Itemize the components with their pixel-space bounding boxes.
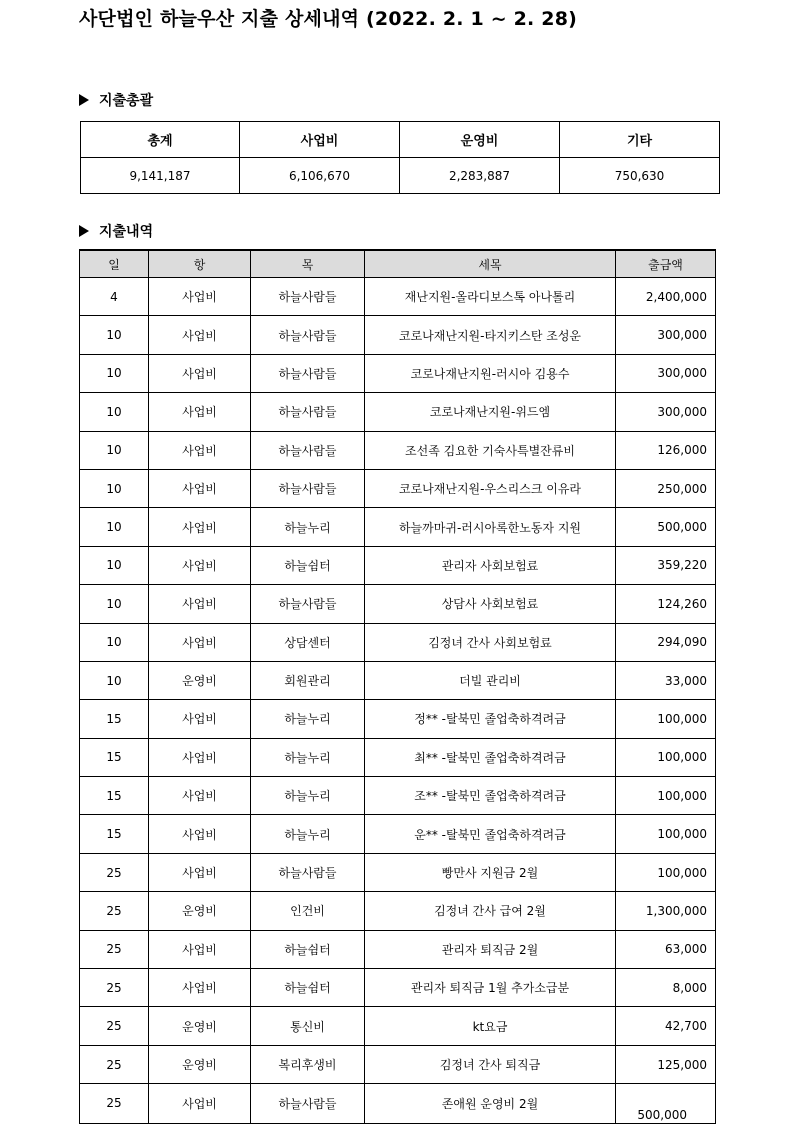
header-category: 항 xyxy=(149,250,251,278)
summary-header-other: 기타 xyxy=(560,122,720,158)
cell-category: 사업비 xyxy=(149,853,251,891)
cell-item: 상담센터 xyxy=(251,623,365,661)
table-row xyxy=(80,508,716,546)
cell-day: 10 xyxy=(80,316,149,354)
cell-category: 사업비 xyxy=(149,316,251,354)
cell-amount: 300,000 xyxy=(616,393,716,431)
cell-category: 사업비 xyxy=(149,393,251,431)
cell-item: 하늘사람들 xyxy=(251,853,365,891)
cell-day: 4 xyxy=(80,278,149,316)
cell-category: 사업비 xyxy=(149,469,251,507)
cell-day: 15 xyxy=(80,777,149,815)
table-row xyxy=(80,393,716,431)
table-row xyxy=(80,969,716,1007)
cell-day: 10 xyxy=(80,661,149,699)
cell-day: 10 xyxy=(80,546,149,584)
cell-subitem: 조선족 김요한 기숙사특별잔류비 xyxy=(365,431,616,469)
cell-amount: 500,000 xyxy=(616,508,716,546)
cell-item: 하늘쉼터 xyxy=(251,930,365,968)
cell-item: 하늘사람들 xyxy=(251,278,365,316)
cell-category: 사업비 xyxy=(149,1084,251,1123)
header-subitem: 세목 xyxy=(365,250,616,278)
detail-heading xyxy=(79,221,153,241)
table-row xyxy=(80,777,716,815)
cell-item: 하늘사람들 xyxy=(251,1084,365,1123)
cell-category: 사업비 xyxy=(149,508,251,546)
cell-item: 통신비 xyxy=(251,1007,365,1045)
cell-subitem: 김정녀 간사 사회보험료 xyxy=(365,623,616,661)
cell-day: 25 xyxy=(80,930,149,968)
summary-heading-label: 지출총괄 xyxy=(99,93,154,109)
cell-amount: 126,000 xyxy=(616,431,716,469)
cell-amount: 33,000 xyxy=(616,661,716,699)
summary-value-total: 9,141,187 xyxy=(81,158,240,194)
summary-header-total: 총계 xyxy=(81,122,240,158)
cell-amount: 100,000 xyxy=(616,700,716,738)
table-row xyxy=(80,1045,716,1083)
cell-day: 10 xyxy=(80,393,149,431)
cell-subitem: 코로나재난지원-타지키스탄 조성운 xyxy=(365,316,616,354)
cell-amount: 124,260 xyxy=(616,585,716,623)
cell-day: 25 xyxy=(80,892,149,930)
table-row xyxy=(80,585,716,623)
summary-value-other: 750,630 xyxy=(560,158,720,194)
cell-day: 10 xyxy=(80,623,149,661)
cell-item: 하늘쉼터 xyxy=(251,969,365,1007)
cell-category: 사업비 xyxy=(149,815,251,853)
table-row xyxy=(80,431,716,469)
cell-category: 사업비 xyxy=(149,738,251,776)
cell-item: 하늘사람들 xyxy=(251,316,365,354)
summary-header-operating: 운영비 xyxy=(400,122,560,158)
cell-amount: 359,220 xyxy=(616,546,716,584)
cell-subitem: 코로나재난지원-러시아 김용수 xyxy=(365,354,616,392)
table-row xyxy=(80,1084,716,1123)
cell-category: 운영비 xyxy=(149,1045,251,1083)
cell-amount: 125,000 xyxy=(616,1045,716,1083)
header-day: 일 xyxy=(80,250,149,278)
cell-subitem: 존애원 운영비 2월 xyxy=(365,1084,616,1123)
cell-subitem: 운** -탈북민 졸업축하격려금 xyxy=(365,815,616,853)
summary-value-business: 6,106,670 xyxy=(240,158,400,194)
cell-day: 10 xyxy=(80,431,149,469)
cell-day: 15 xyxy=(80,700,149,738)
cell-subitem: 코로나재난지원-우스리스크 이유라 xyxy=(365,469,616,507)
cell-day: 10 xyxy=(80,585,149,623)
cell-amount: 250,000 xyxy=(616,469,716,507)
cell-subitem: 코로나재난지원-위드엠 xyxy=(365,393,616,431)
cell-day: 15 xyxy=(80,738,149,776)
cell-amount: 100,000 xyxy=(616,853,716,891)
cell-category: 사업비 xyxy=(149,623,251,661)
page-title: 사단법인 하늘우산 지출 상세내역 (2022. 2. 1 ~ 2. 28) xyxy=(79,8,578,30)
cell-item: 하늘누리 xyxy=(251,508,365,546)
detail-heading-label: 지출내역 xyxy=(99,224,154,240)
cell-item: 하늘누리 xyxy=(251,738,365,776)
cell-amount: 8,000 xyxy=(616,969,716,1007)
cell-amount: 100,000 xyxy=(616,815,716,853)
summary-header-row xyxy=(81,122,720,158)
cell-subitem: 관리자 퇴직금 1월 추가소급분 xyxy=(365,969,616,1007)
table-row xyxy=(80,892,716,930)
cell-category: 사업비 xyxy=(149,546,251,584)
summary-heading xyxy=(79,90,153,110)
cell-amount: 300,000 xyxy=(616,316,716,354)
table-row xyxy=(80,623,716,661)
cell-item: 하늘쉼터 xyxy=(251,546,365,584)
cell-amount: 1,300,000 xyxy=(616,892,716,930)
cell-category: 사업비 xyxy=(149,700,251,738)
cell-category: 운영비 xyxy=(149,1007,251,1045)
summary-value-operating: 2,283,887 xyxy=(400,158,560,194)
table-row xyxy=(80,700,716,738)
cell-category: 사업비 xyxy=(149,969,251,1007)
header-item: 목 xyxy=(251,250,365,278)
cell-subitem: 정** -탈북민 졸업축하격려금 xyxy=(365,700,616,738)
triangle-bullet-icon xyxy=(79,94,89,106)
table-row xyxy=(80,815,716,853)
detail-body xyxy=(80,278,716,1124)
cell-item: 복리후생비 xyxy=(251,1045,365,1083)
cell-subitem: 관리자 사회보험료 xyxy=(365,546,616,584)
table-row xyxy=(80,278,716,316)
cell-category: 사업비 xyxy=(149,354,251,392)
cell-category: 운영비 xyxy=(149,661,251,699)
cell-day: 25 xyxy=(80,853,149,891)
header-amount: 출금액 xyxy=(616,250,716,278)
table-row xyxy=(80,469,716,507)
cell-day: 15 xyxy=(80,815,149,853)
table-row xyxy=(80,546,716,584)
cell-category: 사업비 xyxy=(149,585,251,623)
cell-category: 사업비 xyxy=(149,930,251,968)
cell-amount: 500,000 xyxy=(616,1084,716,1123)
cell-subitem: 재난지원-올라디보스톡 아나톨리 xyxy=(365,278,616,316)
table-row xyxy=(80,930,716,968)
cell-day: 10 xyxy=(80,508,149,546)
cell-amount: 294,090 xyxy=(616,623,716,661)
cell-item: 하늘사람들 xyxy=(251,431,365,469)
summary-value-row xyxy=(81,158,720,194)
cell-item: 하늘누리 xyxy=(251,815,365,853)
detail-table xyxy=(79,249,716,1124)
cell-day: 10 xyxy=(80,354,149,392)
triangle-bullet-icon xyxy=(79,225,89,237)
cell-amount: 300,000 xyxy=(616,354,716,392)
table-row xyxy=(80,853,716,891)
cell-subitem: 김정녀 간사 퇴직금 xyxy=(365,1045,616,1083)
cell-item: 하늘누리 xyxy=(251,700,365,738)
cell-subitem: 빵만사 지원금 2월 xyxy=(365,853,616,891)
cell-amount: 2,400,000 xyxy=(616,278,716,316)
cell-item: 하늘사람들 xyxy=(251,469,365,507)
table-row xyxy=(80,1007,716,1045)
cell-category: 사업비 xyxy=(149,777,251,815)
cell-amount: 100,000 xyxy=(616,738,716,776)
cell-day: 25 xyxy=(80,1007,149,1045)
cell-item: 하늘사람들 xyxy=(251,393,365,431)
cell-item: 인건비 xyxy=(251,892,365,930)
table-row xyxy=(80,661,716,699)
cell-amount: 42,700 xyxy=(616,1007,716,1045)
cell-category: 사업비 xyxy=(149,431,251,469)
cell-amount: 100,000 xyxy=(616,777,716,815)
cell-subitem: 상담사 사회보험료 xyxy=(365,585,616,623)
cell-category: 사업비 xyxy=(149,278,251,316)
cell-subitem: 더빌 관리비 xyxy=(365,661,616,699)
cell-subitem: 최** -탈북민 졸업축하격려금 xyxy=(365,738,616,776)
cell-item: 하늘사람들 xyxy=(251,354,365,392)
cell-subitem: 하늘까마귀-러시아록한노동자 지원 xyxy=(365,508,616,546)
cell-day: 25 xyxy=(80,969,149,1007)
cell-subitem: 김정녀 간사 급여 2월 xyxy=(365,892,616,930)
summary-table xyxy=(80,121,720,194)
detail-header-row xyxy=(80,250,716,278)
table-row xyxy=(80,738,716,776)
summary-header-business: 사업비 xyxy=(240,122,400,158)
cell-subitem: 관리자 퇴직금 2월 xyxy=(365,930,616,968)
cell-item: 하늘사람들 xyxy=(251,585,365,623)
cell-amount: 63,000 xyxy=(616,930,716,968)
cell-day: 10 xyxy=(80,469,149,507)
cell-day: 25 xyxy=(80,1084,149,1123)
table-row xyxy=(80,316,716,354)
cell-subitem: kt요금 xyxy=(365,1007,616,1045)
table-row xyxy=(80,354,716,392)
cell-item: 회원관리 xyxy=(251,661,365,699)
cell-category: 운영비 xyxy=(149,892,251,930)
cell-item: 하늘누리 xyxy=(251,777,365,815)
cell-day: 25 xyxy=(80,1045,149,1083)
cell-subitem: 조** -탈북민 졸업축하격려금 xyxy=(365,777,616,815)
